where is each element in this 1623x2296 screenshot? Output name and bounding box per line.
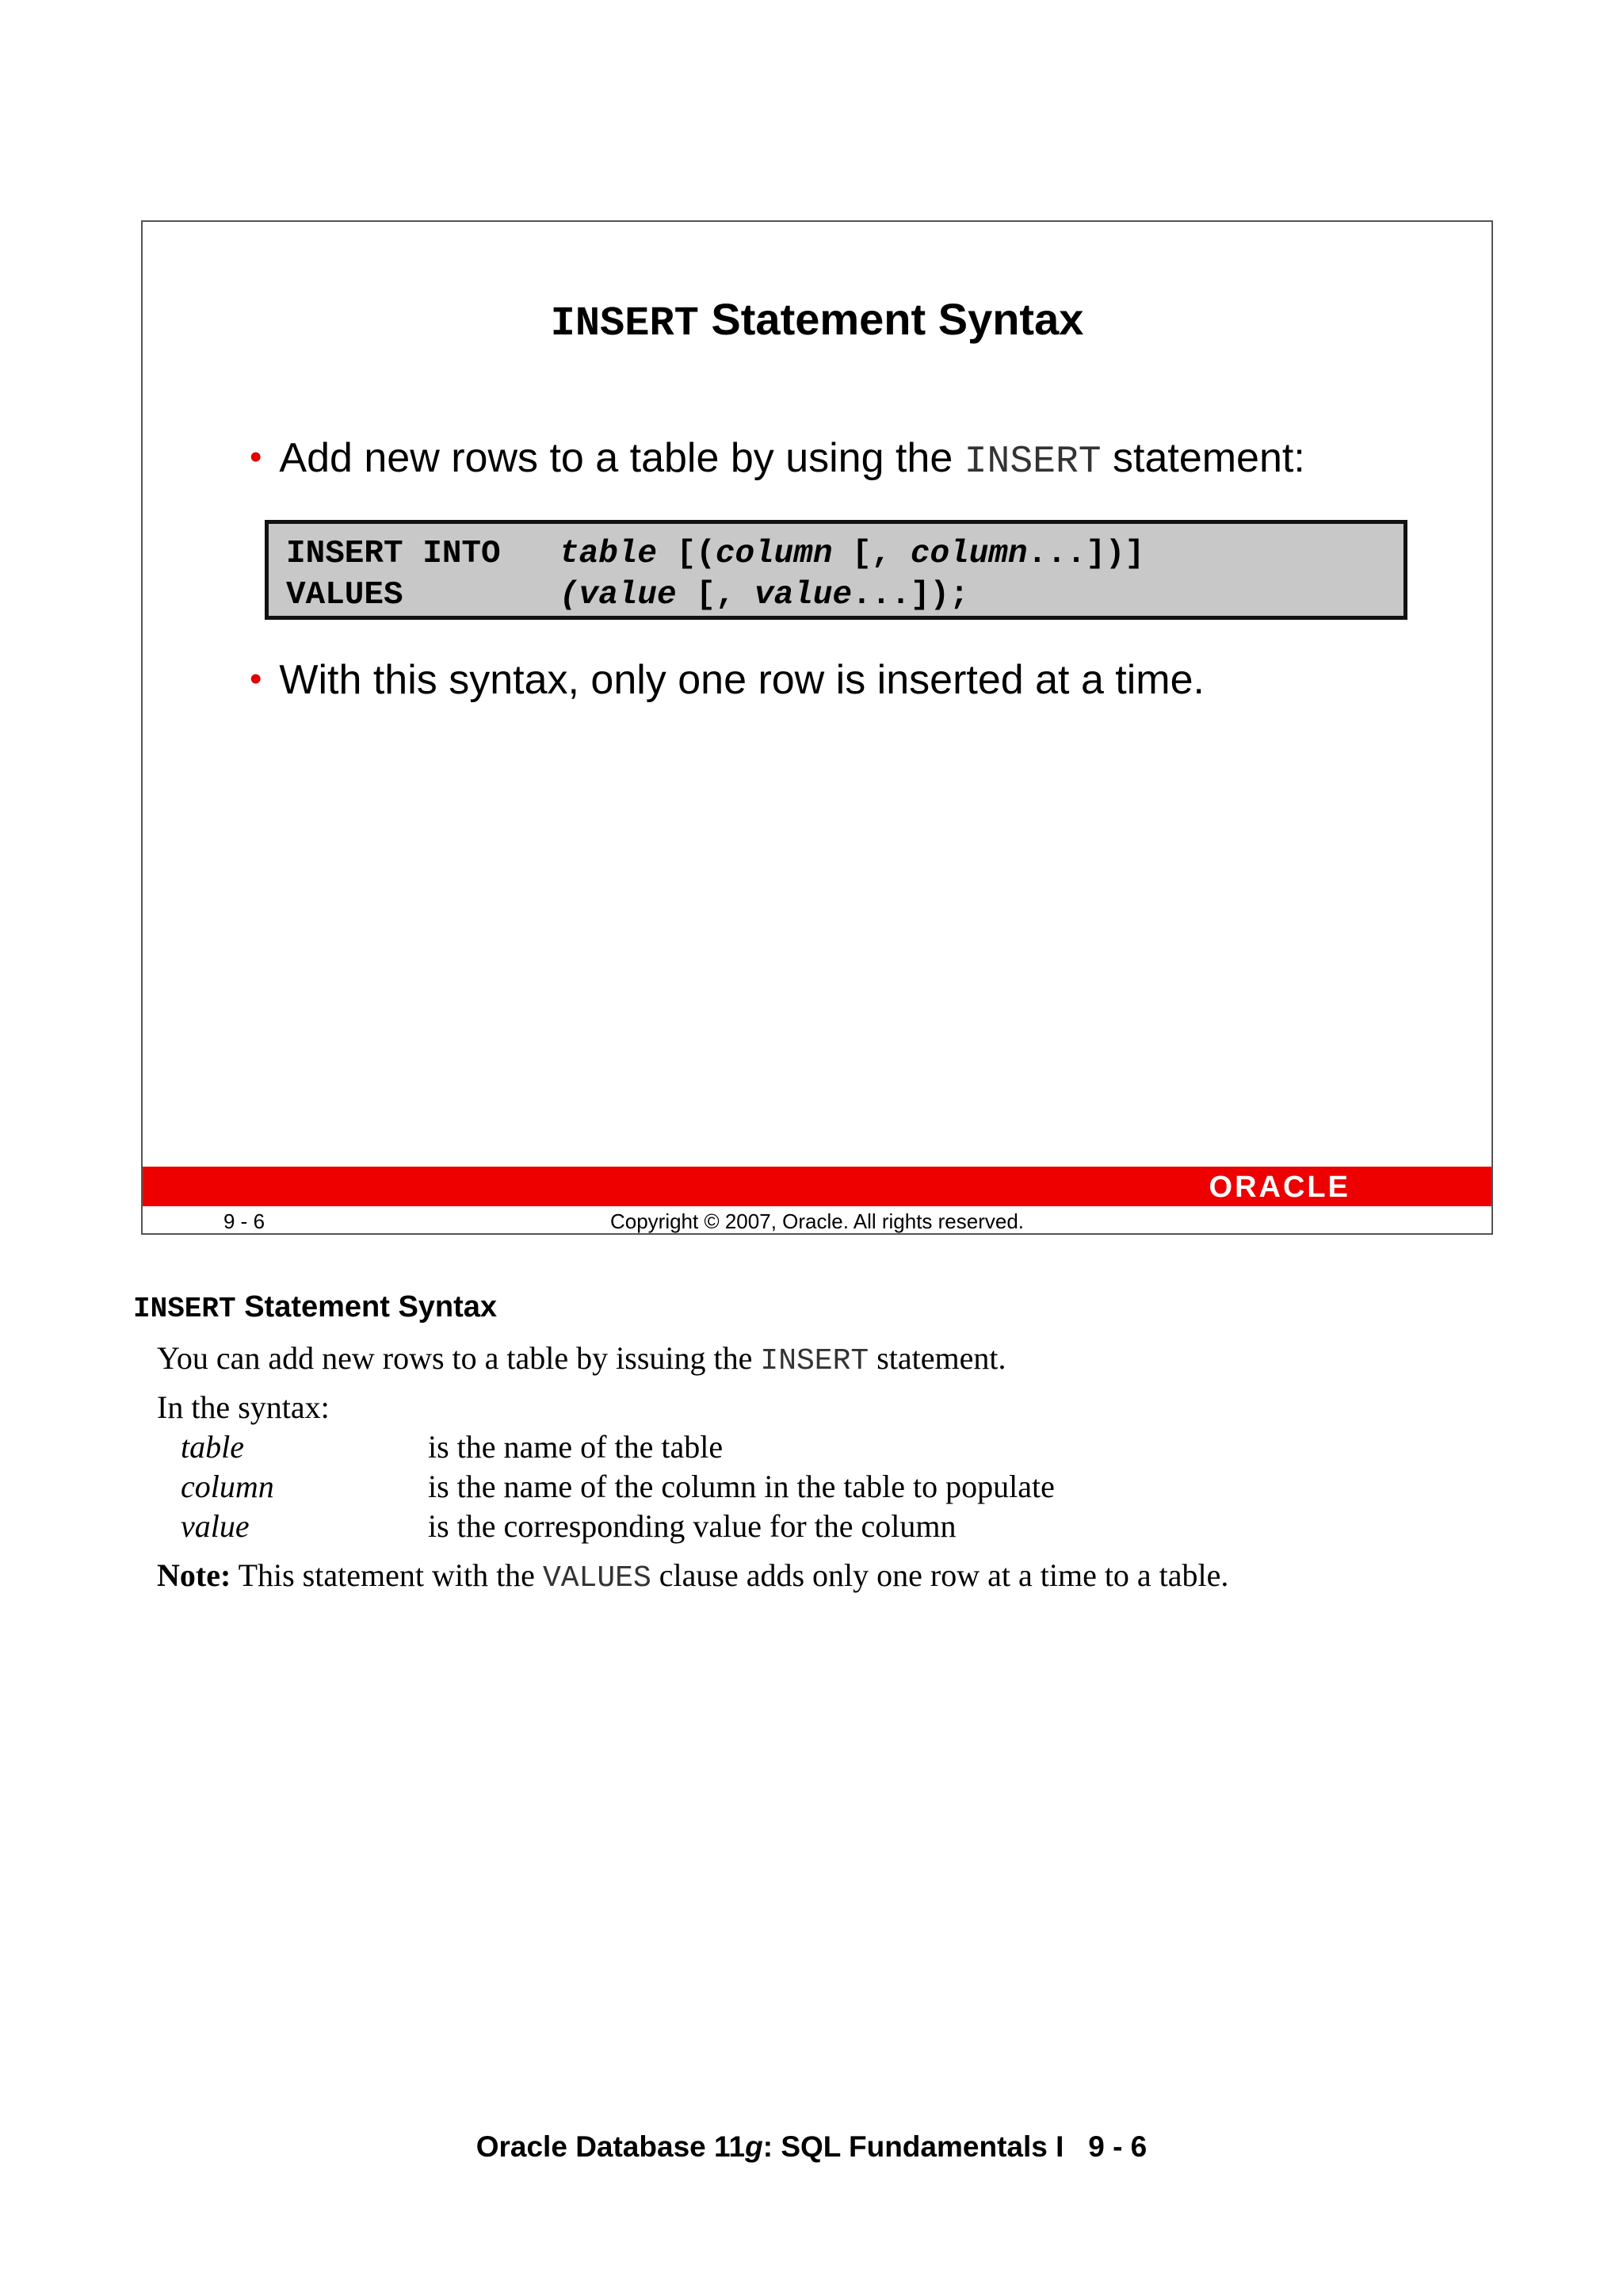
note-code: VALUES	[542, 1561, 651, 1595]
slide-number: 9 - 6	[223, 1209, 265, 1233]
syntax-value: value	[754, 577, 853, 613]
bullet-one-row	[250, 656, 1205, 704]
bullet1-after: statement:	[1113, 435, 1305, 481]
slide-title-text: Statement Syntax	[711, 294, 1084, 344]
syntax-line-2	[286, 575, 1403, 616]
slide-title-code: INSERT	[550, 300, 699, 347]
syntax-value: (value	[559, 577, 677, 613]
bullet1-text: Add new rows to a table by using the	[279, 435, 953, 481]
footer-g: g	[745, 2130, 763, 2163]
notes-heading-text: Statement Syntax	[244, 1290, 498, 1324]
def-desc-column: is the name of the column in the table to populate	[428, 1469, 1055, 1504]
syntax-punct: [,	[832, 536, 911, 572]
oracle-logo: ORACLE	[1209, 1171, 1350, 1204]
def-desc-value: is the corresponding value for the column	[428, 1508, 957, 1544]
bullet1-code: INSERT	[964, 441, 1102, 483]
footer-prefix: Oracle Database 11	[475, 2130, 746, 2163]
note-text: This statement with the	[238, 1557, 535, 1593]
notes-heading	[133, 1290, 497, 1325]
note-after: clause adds only one row at a time to a table.	[659, 1557, 1229, 1593]
notes-intro-after: statement.	[876, 1340, 1006, 1376]
slide-footer	[143, 1206, 1491, 1235]
def-term-value: value	[181, 1508, 250, 1544]
syntax-column: column	[715, 536, 833, 572]
bullet-dot-icon: •	[250, 659, 262, 698]
syntax-punct: ...]);	[852, 577, 969, 613]
slide-frame	[141, 220, 1493, 1235]
page-footer	[0, 2130, 1623, 2164]
syntax-punct: ...])]	[1027, 536, 1145, 572]
footer-suffix: : SQL Fundamentals I 9 - 6	[762, 2130, 1148, 2163]
notes-note	[157, 1557, 1228, 1595]
syntax-punct: [(	[657, 536, 716, 572]
notes-heading-code: INSERT	[133, 1293, 236, 1325]
notes-intro-code: INSERT	[760, 1344, 869, 1378]
slide-title	[143, 293, 1491, 347]
def-term-column: column	[181, 1469, 274, 1504]
def-desc-table: is the name of the table	[428, 1429, 724, 1465]
syntax-table: table	[559, 536, 658, 572]
syntax-keyword-insert-into: INSERT INTO	[286, 536, 501, 572]
syntax-column: column	[910, 536, 1028, 572]
note-label: Note:	[157, 1557, 231, 1593]
syntax-keyword-values: VALUES	[286, 577, 403, 613]
bullet2-text: With this syntax, only one row is inserted at a time.	[279, 657, 1205, 703]
syntax-line-1	[286, 533, 1403, 575]
def-term-table: table	[181, 1429, 244, 1465]
notes-intro	[157, 1339, 1006, 1378]
syntax-code-box	[265, 520, 1407, 620]
bullet-dot-icon: •	[250, 437, 262, 476]
notes-intro-text: You can add new rows to a table by issuing the	[157, 1340, 753, 1376]
notes-in-syntax: In the syntax:	[157, 1389, 330, 1425]
slide-copyright: Copyright © 2007, Oracle. All rights reserved.	[609, 1209, 1025, 1233]
bullet-add-rows	[250, 434, 1305, 483]
syntax-punct: [,	[676, 577, 755, 613]
